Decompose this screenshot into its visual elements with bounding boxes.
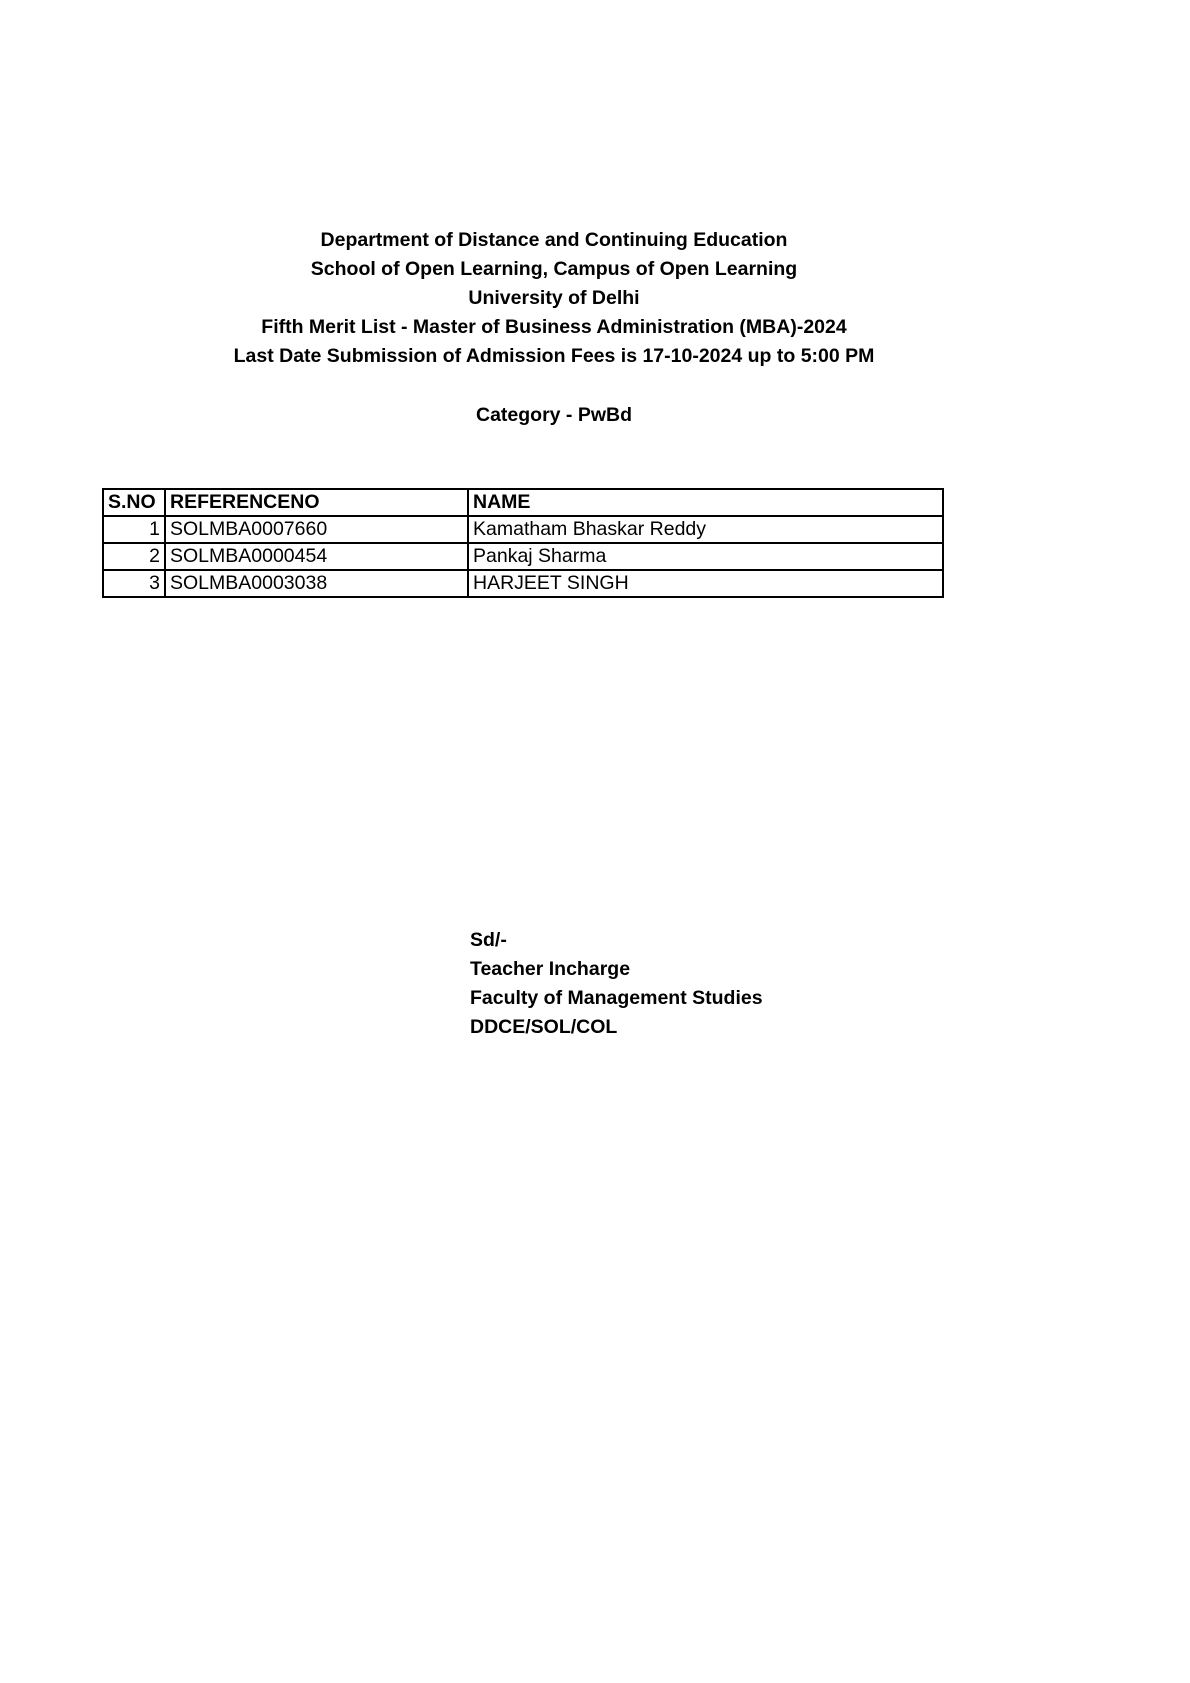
table-row: [103, 570, 943, 597]
cell-name: HARJEET SINGH: [468, 570, 943, 597]
signature-faculty: Faculty of Management Studies: [470, 987, 763, 1009]
category-label: Category - PwBd: [475, 404, 633, 426]
merit-list-table: [102, 488, 944, 598]
column-header-referenceno: REFERENCENO: [165, 489, 468, 516]
header-merit-list-title: Fifth Merit List - Master of Business Administration (MBA)-2024: [261, 316, 847, 338]
document-header: [0, 226, 1108, 371]
cell-referenceno: SOLMBA0000454: [165, 543, 468, 570]
table-row: [103, 543, 943, 570]
cell-name: Kamatham Bhaskar Reddy: [468, 516, 943, 543]
column-header-name: NAME: [468, 489, 943, 516]
header-university: University of Delhi: [468, 287, 640, 309]
signature-sd: Sd/-: [470, 929, 507, 951]
column-header-sno: S.NO: [103, 489, 165, 516]
header-last-date: Last Date Submission of Admission Fees is 17-10-2024 up to 5:00 PM: [233, 345, 875, 367]
signature-organization: DDCE/SOL/COL: [470, 1016, 618, 1038]
signature-block: [470, 926, 763, 1042]
header-department: Department of Distance and Continuing Education: [320, 229, 788, 251]
cell-referenceno: SOLMBA0003038: [165, 570, 468, 597]
cell-sno: 1: [103, 516, 165, 543]
cell-sno: 3: [103, 570, 165, 597]
table-header-row: [103, 489, 943, 516]
signature-title: Teacher Incharge: [470, 958, 631, 980]
cell-name: Pankaj Sharma: [468, 543, 943, 570]
cell-sno: 2: [103, 543, 165, 570]
table-row: [103, 516, 943, 543]
cell-referenceno: SOLMBA0007660: [165, 516, 468, 543]
header-school: School of Open Learning, Campus of Open Learning: [310, 258, 798, 280]
